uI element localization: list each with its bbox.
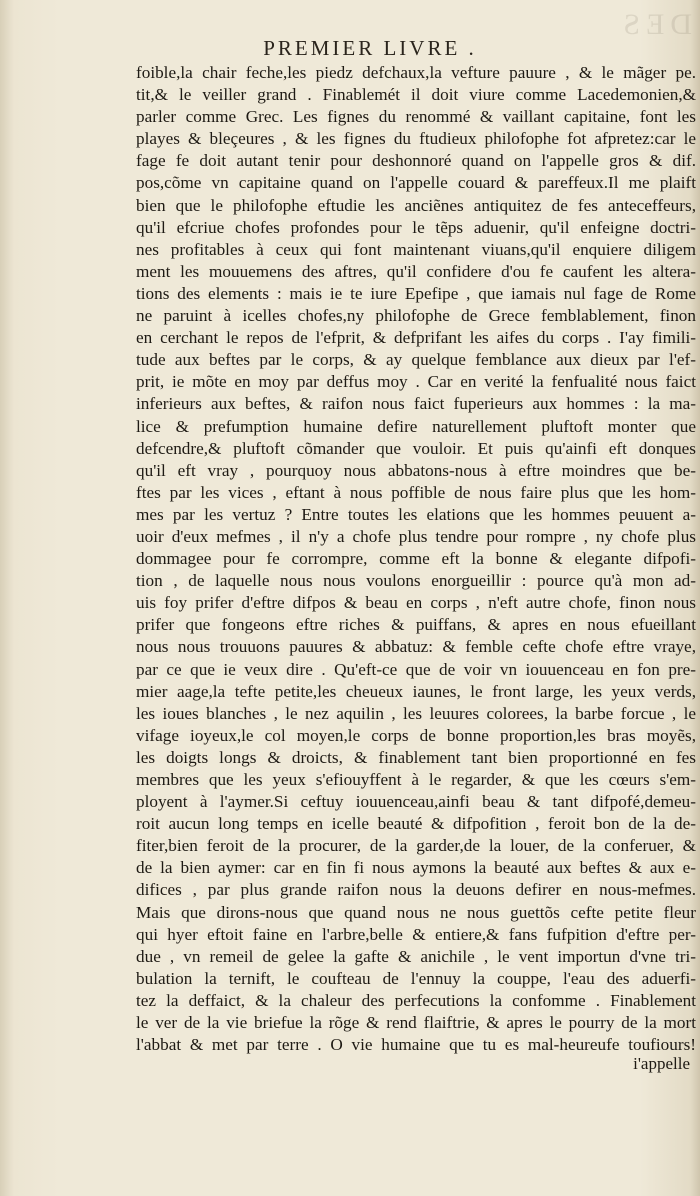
text-line: lice & prefumption humaine defire naturellement pluftoft monter que: [136, 416, 696, 436]
text-line: nes profitables à ceux qui font maintenant viuans,qu'il enquiere diligem: [136, 239, 696, 259]
text-line: parler comme Grec. Les fignes du renommé & vaillant capitaine, font les: [136, 107, 696, 127]
text-line: par ce que ie veux dire . Qu'eft-ce que de voir vn iouuenceau en fon pre-: [136, 659, 696, 679]
text-line: prifer que fongeons eftre riches & puiffans, & apres en nous efueillant: [136, 615, 696, 635]
text-line: nous nous trouuons pauures & abbatuz: & femble cefte chofe eftre vraye,: [136, 637, 696, 657]
running-header: PREMIER LIVRE .: [263, 36, 477, 60]
text-line: ftes par les vices , eftant à nous poffible de nous faire plus que les hom-: [136, 482, 696, 502]
text-line: qui hyer eftoit faine en l'arbre,belle & entiere,& fans fufpition d'eftre per-: [136, 924, 696, 944]
text-line: de la bien aymer: car en fin fi nous aymons la beauté aux beftes & aux e-: [136, 858, 696, 878]
catchword: i'appelle: [633, 1054, 690, 1073]
text-line: foible,la chair feche,les piedz defchaux,la vefture pauure , & le mãger pe.: [136, 63, 696, 82]
show-through-text: DES: [617, 8, 692, 41]
text-line: ne paruint à icelles chofes,ny philofophe de Grece femblablement, finon: [136, 306, 696, 326]
text-line: inferieurs aux beftes, & raifon nous faict fuperieurs aux hommes : la ma-: [136, 394, 696, 414]
text-line: pos,cõme vn capitaine quand on l'appelle couard & pareffeux.Il me plaift: [136, 173, 696, 193]
text-line: ment les mouuemens des aftres, qu'il confidere d'ou fe caufent les altera-: [136, 261, 696, 281]
text-line: tude aux beftes par le corps, & ay quelque femblance aux dieux par l'ef-: [136, 350, 696, 370]
text-line: membres que les yeux s'efiouyffent à le regarder, & que les cœurs s'em-: [136, 770, 696, 789]
text-line: qu'il efcriue chofes profondes pour le tẽps aduenir, qu'il enfeigne doctri-: [136, 217, 696, 237]
text-line: playes & bleçeures , & les fignes du ftudieux philofophe fot afpretez:car le: [136, 129, 696, 149]
text-line: l'abbat & met par terre . O vie humaine que tu es mal-heureufe toufiours!: [136, 1035, 696, 1055]
text-line: bien que le philofophe eftudie les anciẽnes antiquitez de fes anteceffeurs,: [136, 195, 696, 215]
text-line: uis foy prifer d'eftre difpos & beau en corps , n'eft autre chofe, finon nous: [136, 593, 696, 613]
text-line: fiter,bien feroit de la procurer, de la garder,de la louer, de la conferuer, &: [136, 836, 696, 856]
text-line: tion , de laquelle nous nous voulons enorgueillir : pource qu'à mon ad-: [136, 571, 696, 591]
text-line: ployent à l'aymer.Si ceftuy iouuenceau,ainfi beau & tant difpofé,demeu-: [136, 792, 696, 812]
text-line: roit aucun long temps en icelle beauté & difpofition , feroit bon de la de-: [136, 814, 696, 834]
text-line: prit, ie mõte en moy par deffus moy . Car en verité la fenfualité nous faict: [136, 372, 696, 392]
text-line: tez la deffaict, & la chaleur des perfecutions la confomme . Finablement: [136, 990, 696, 1010]
text-line: defcendre,& pluftoft cõmander que vouloir. Et puis qu'ainfi eft donques: [136, 438, 696, 458]
text-line: les ioues blanches , le nez aquilin , les leuures colorees, la barbe forcue , le: [136, 703, 696, 723]
text-line: les doigts longs & droicts, & finablement tant bien proportionné en fes: [136, 747, 696, 767]
text-line: qu'il eft vray , pourquoy nous abbatons-nous à eftre moindres que be-: [136, 460, 696, 480]
text-line: difices , par plus grande raifon nous la deuons defirer en nous-mefmes.: [136, 880, 696, 900]
text-line: mier aage,la tefte petite,les cheueux iaunes, le front large, les yeux verds,: [136, 681, 696, 701]
text-line: mes par les vertuz ? Entre toutes les elations que les hommes peuuent a-: [136, 504, 696, 524]
text-line: due , vn remeil de gelee la gafte & anichile , le vent importun d'vne tri-: [136, 946, 696, 966]
text-line: en cerchant le repos de l'efprit, & defprifant les aifes du corps . I'ay fimili-: [136, 328, 696, 348]
text-line: le ver de la vie briefue la rõge & rend flaiftrie, & apres le pourry de la mort: [136, 1013, 696, 1033]
text-line: dommagee pour fe corrompre, comme eft la bonne & elegante difpofi-: [136, 549, 696, 569]
text-line: tit,& le veiller grand . Finablemét il doit viure comme Lacedemonien,&: [136, 85, 696, 105]
text-line: fage fe doit autant tenir pour deshonnoré quand on l'appelle gros & dif.: [136, 151, 696, 171]
body-text: [136, 62, 696, 1056]
text-line: Mais que dirons-nous que quand nous ne nous guettõs cefte petite fleur: [136, 902, 696, 922]
text-line: bulation la ternift, le coufteau de l'ennuy la couppe, l'eau des aduerfi-: [136, 968, 696, 988]
text-line: tions des elements : mais ie te iure Epefipe , que iamais nul fage de Rome: [136, 283, 696, 303]
text-line: uoir d'eux mefmes , il n'y a chofe plus tendre pour rompre , ny chofe plus: [136, 526, 696, 546]
text-line: vifage ioyeux,le col moyen,le corps de bonne proportion,les bras moyẽs,: [136, 725, 696, 745]
